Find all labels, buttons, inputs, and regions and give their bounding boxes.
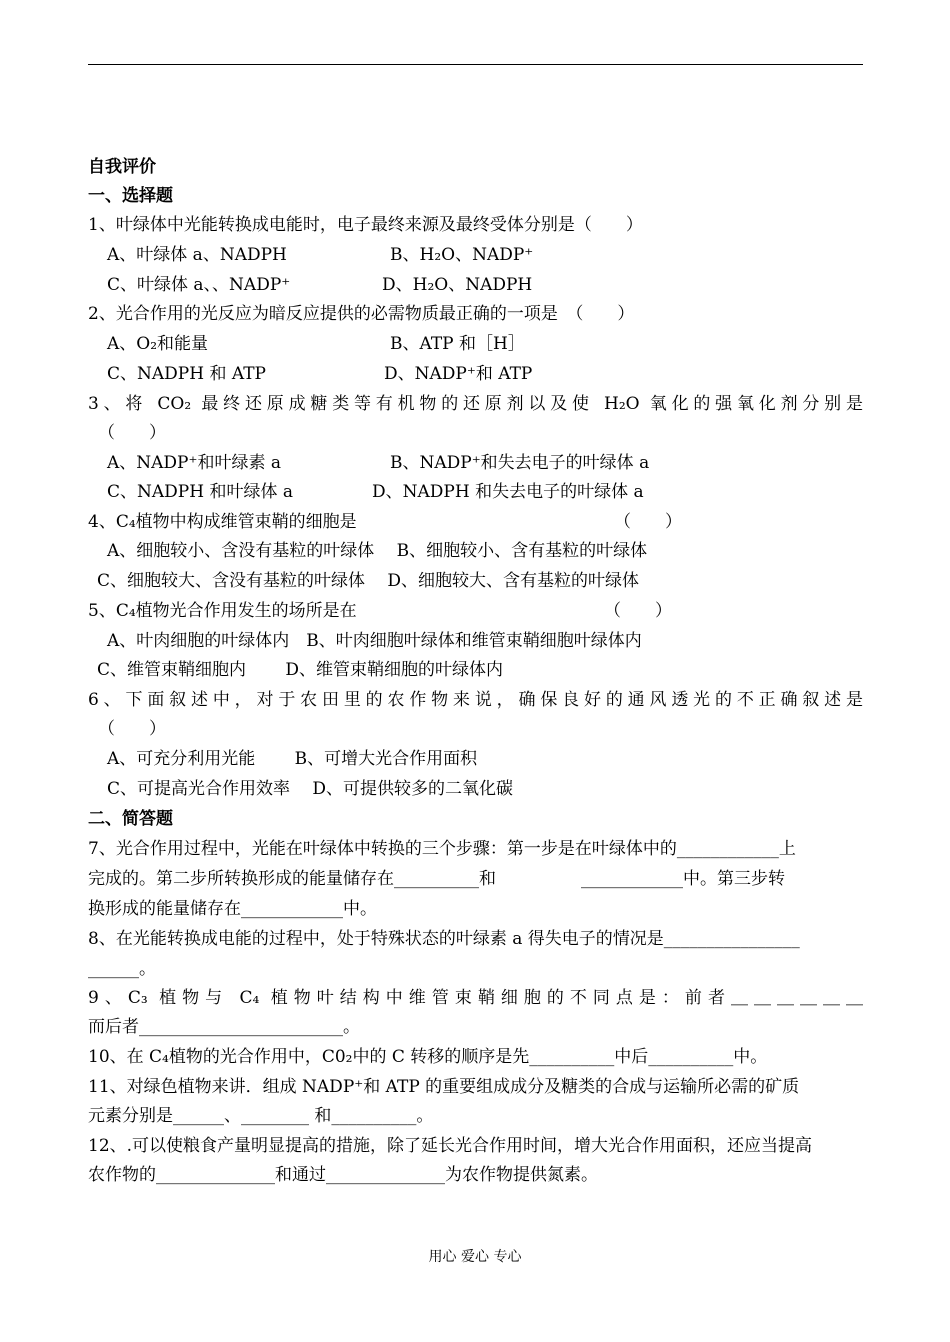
section-title-choice: 一、选择题 [88,186,173,206]
question-2: 2、光合作用的光反应为暗反应提供的必需物质最正确的一项是 （ ） [88,304,635,324]
question-4: 4、C₄植物中构成维管束鞘的细胞是 [88,512,357,532]
option-2b: B、ATP 和［H］ [390,334,525,354]
options-6cd: C、可提高光合作用效率 D、可提供较多的二氧化碳 [107,779,514,799]
question-4-paren: （ ） [614,512,682,532]
option-1d: D、H₂O、NADPH [382,275,533,295]
question-11-line-2: 元素分别是______、________ 和__________。 [88,1106,434,1126]
header-rule [88,64,863,65]
question-1: 1、叶绿体中光能转换成电能时，电子最终来源及最终受体分别是（ ） [88,215,643,235]
question-12-line-2: 农作物的______________和通过______________为农作物提供氮素。 [88,1165,598,1185]
option-3a: A、NADP⁺和叶绿素 a [107,453,282,473]
option-3b: B、NADP⁺和失去电子的叶绿体 a [390,453,650,473]
option-1b: B、H₂O、NADP⁺ [390,245,534,265]
question-12-line-1: 12、.可以使粮食产量明显提高的措施，除了延长光合作用时间，增大光合作用面积，还应当提高 [88,1136,813,1156]
question-8-line-2: ______。 [88,959,156,979]
option-3d: D、NADPH 和失去电子的叶绿体 a [372,482,644,502]
options-4ab: A、细胞较小、含没有基粒的叶绿体 B、细胞较小、含有基粒的叶绿体 [107,541,648,561]
option-1a: A、叶绿体 a、NADPH [107,245,287,265]
question-7-line-1: 7、光合作用过程中，光能在叶绿体中转换的三个步骤：第一步是在叶绿体中的____________上 [88,839,796,859]
page-footer: 用心 爱心 专心 [428,1249,522,1265]
option-1c: C、叶绿体 a、、NADP⁺ [107,275,291,295]
option-2d: D、NADP⁺和 ATP [384,364,533,384]
option-2a: A、O₂和能量 [107,334,209,354]
question-9-line-2: 而后者________________________。 [88,1017,360,1037]
question-7-line-2: 完成的。第二步所转换形成的能量储存在__________和 ____________中。第三步转 [88,869,785,889]
options-5cd: C、维管束鞘细胞内 D、维管束鞘细胞的叶绿体内 [97,660,504,680]
question-5: 5、C₄植物光合作用发生的场所是在 [88,601,357,621]
question-8-line-1: 8、在光能转换成电能的过程中，处于特殊状态的叶绿素 a 得失电子的情况是________________ [88,929,800,949]
question-11-line-1: 11、对绿色植物来讲．组成 NADP⁺和 ATP 的重要组成成分及糖类的合成与运输所必需的矿质 [88,1077,800,1097]
question-7-line-3: 换形成的能量储存在____________中。 [88,899,377,919]
options-5ab: A、叶肉细胞的叶绿体内 B、叶肉细胞叶绿体和维管束鞘细胞叶绿体内 [107,631,642,651]
options-4cd: C、细胞较大、含没有基粒的叶绿体 D、细胞较大、含有基粒的叶绿体 [97,571,640,591]
question-10: 10、在 C₄植物的光合作用中，C0₂中的 C 转移的顺序是先__________中后__________中。 [88,1047,768,1067]
page-heading: 自我评价 [88,157,156,177]
option-2c: C、NADPH 和 ATP [107,364,266,384]
section-title-short-answer: 二、简答题 [88,809,173,829]
question-6: 6、下面叙述中，对于农田里的农作物来说，确保良好的通风透光的不正确叙述是 [88,690,863,710]
question-3: 3、将 CO₂ 最终还原成糖类等有机物的还原剂以及使 H₂O 氧化的强氧化剂分别是 [88,394,863,414]
question-3-paren: （ ） [98,423,166,443]
option-3c: C、NADPH 和叶绿体 a [107,482,293,502]
options-6ab: A、可充分利用光能 B、可增大光合作用面积 [107,749,478,769]
question-6-paren: （ ） [98,719,166,739]
question-5-paren: （ ） [604,601,672,621]
question-9-line-1: 9、C₃ 植物与 C₄ 植物叶结构中维管束鞘细胞的不同点是：前者＿＿＿＿＿＿ [88,988,863,1008]
